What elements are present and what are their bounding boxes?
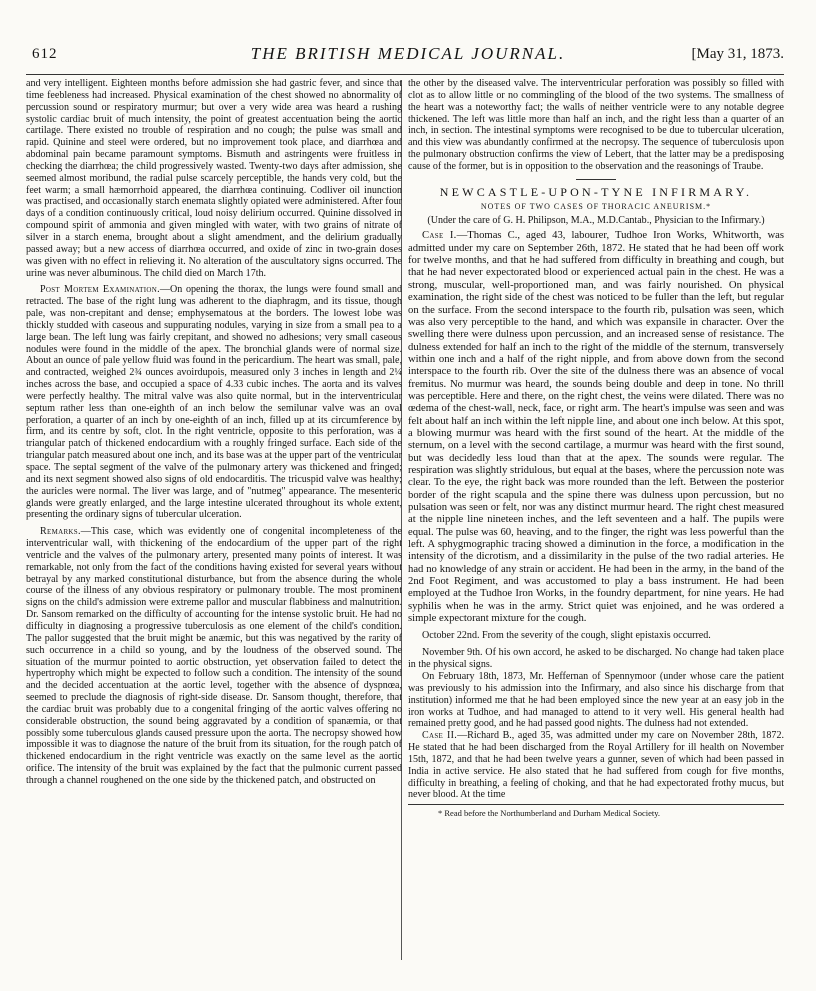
page-header	[32, 44, 784, 66]
page-number: 612	[32, 46, 58, 62]
right-column	[408, 78, 784, 818]
post-mortem-label: Post Mortem Examination.	[40, 284, 160, 296]
footnote-rule	[408, 804, 784, 805]
remarks-continuation: the other by the diseased valve. The interventricular perforation was possibly so filled with clot as to allow little or no commingling of the blood of the two systems. The smallness of the heart was a noteworthy fact; the walls of neither ventricle were to any notable degree thickened. The left was little more than half an inch, and the right less than a quarter of an inch, in section. The intestinal symptoms were recognised to be due to tubercular ulceration, and this view was abundantly confirmed at the necropsy. The sequence of tuberculosis upon the pulmonary obstruction confirms the view of Lebert, that the latter may be a predisposing cause of the former, but is in opposition to the observation and the reasonings of Traube.	[408, 78, 784, 172]
case-narrative-paragraph: and very intelligent. Eighteen months before admission she had gastric fever, and since that time feebleness had increased. Physical examination of the chest showed no abnormality of percussion sound or respiratory murmur; but over a very wide area was heard a rushing systolic cardiac bruit of much intensity, the point of greatest accentuation being the aortic cartilage. There existed no trouble of respiration and no cough; the pulse was small and rapid. Quinine and steel were ordered, but no improvement took place, and diarrhœa and abdominal pain became paramount symptoms. Bismuth and astringents were fruitless in checking the diarrhœa; the child progressively wasted. Twenty-two days after admission, she seemed almost moribund, the radial pulse scarcely perceptible, the hands very cold, but the feet warm; a small hæmorrhoid appeared, the diarrhœa continuing. Codliver oil inunction was practised, and occasionally starch enemata slightly opiated were administered. After four days of a condition continuously critical, loud noisy delirium occurred. Quinine dissolved in compound spirit of ammonia and given mingled with water, with two grains of nitrate of silver in a starch enema, brought about a slight amendment, and the delirium gradually passed away; but a new access of diarrhœa occurred, and oxide of zinc in two-grain doses was given with no effect in relieving it. No alteration of the auscultatory signs occurred. The urine was never albuminous. The child died on March 17th.	[26, 78, 402, 279]
footnote: * Read before the Northumberland and Durham Medical Society.	[438, 808, 661, 819]
case-two-label: Case II.	[422, 730, 458, 742]
section-subheading: NOTES OF TWO CASES OF THORACIC ANEURISM.*	[480, 201, 712, 211]
case-one-label: Case I.	[422, 230, 457, 242]
case-two-text: —Richard B., aged 35, was admitted under my care on November 28th, 1872. He stated that he had been discharged from the Royal Artillery for ill health on November 15th, 1872, and that he had been twelve years a gunner, seven of which had been passed in India in active service. He also stated that he had suffered from cough for five months, difficulty in breathing, a feeling of choking, and that he had expectorated frothy mucus, but never blood. At the time	[408, 730, 784, 801]
left-column	[26, 78, 402, 787]
november-entry: November 9th. Of his own accord, he asked to be discharged. No change had taken place in the physical signs.	[408, 647, 784, 671]
case-one-text: —Thomas C., aged 43, labourer, Tudhoe Iron Works, Whitworth, was admitted under my care on September 26th, 1872. He stated that he had been off work for twelve months, and that he had suffered from difficulty in breathing and cough, but that he had never expectorated blood or experienced actual pain in the chest. He was a strong, muscular, well-proportioned man, and was fairly nourished. On physical examination, the right side of the chest was noticed to be fuller than the left, but regular on the surface. From the second interspace to the fourth rib, pulsation was seen, which was also very perceptible to the hand, and which was expansile in character. Over the swelling there were dulness upon percussion, and an increased sense of resistance. The dulness extended for half an inch to the right of the middle of the sternum, transversely within one inch and a half of the right nipple, and from above down from the second interspace to the fourth rib. Over the site of the dulness there was an absence of vocal fremitus. No murmur was heard, the sounds being double and deep in tone. No thrill was perceptible. Here and there, on the right chest, the veins were dilated. There was no œdema of the chest-wall, neck, face, or right arm. The heart's impulse was seen and was felt about half an inch within the left nipple line, and about one inch below. At this spot, a blowing murmur was heard with the first sound of the heart. At the middle of the sternum, on a level with the second cartilage, a murmur was heard with the first sound, but was decidedly less loud than that at the apex. The sounds were regular. The respiration was slightly stridulous, but equal at the bases, where the percussion note was clear. To the eye, the right back was more rounded than the left. Between the posterior border of the right scapula and the spine there was dulness upon percussion, but no pulsation was seen or felt, nor was any distinct murmur heard. The right chest measured at the nipple line nineteen inches, and the left seventeen and a half. The pupils were equal. The pulse was 60, heaving, and to the finger, the right was less powerful than the left. A sphygmographic tracing showed a diminution in the force, a modification in the intensity of the dicrotism, and a dissimilarity in the pulse of the two radial arteries. He had no knowledge of any strain or accident. He had been in the army, in the band of the 2nd Foot Regiment, and was accustomed to play a bass instrument. He had been employed at the Tudhoe Iron Works, in the foundry department, for nine years. He had syphilis when he was in the army. Strict quiet was enjoined, and he was ordered a simple expectorant mixture for the cough.	[408, 230, 784, 625]
case-two-paragraph	[408, 730, 784, 801]
remarks-paragraph	[26, 526, 402, 787]
october-entry: October 22nd. From the severity of the cough, slight epistaxis occurred.	[422, 630, 711, 642]
section-heading: NEWCASTLE-UPON-TYNE INFIRMARY.	[439, 184, 753, 199]
post-mortem-text: —On opening the thorax, the lungs were found small and retracted. The base of the right lung was adherent to the diaphragm, and its tissue, though pale, was non-crepitant and dense; emphysematous at the borders. The lowest lobe was thickly studded with caseous and suppurating nodules, varying in size from a small pea to a large bean. The left lung was fairly crepitant, and showed no adhesions; very small caseous nodules were found in the middle of the apex. The bronchial glands were of normal size. About an ounce of pale yellow fluid was found in the pericardium. The heart was small, pale, and contracted, weighed 2¾ ounces avoirdupois, measured only 3 inches in length and 2¼ inches across the base, and occupied a space of 4.33 cubic inches. The aorta and its valves were perfectly healthy. The mitral valve was also quite normal, but in the interventricular septum rather less than one-eighth of an inch below the semilunar valve was an oval perforation, a quarter of an inch by one-eighth of an inch, filled up at its circumference by firm, and its centre by soft, clot. In the right ventricle, opposite to this perforation, was a triangular patch of thickened endocardium with a roughly fringed surface. Each side of the triangular patch measured about one inch, and its base was at the upper part of the ventricular space. The septal segment of the valve of the pulmonary artery was thickened and fringed; and its next segment showed also signs of old endocarditis. The tricuspid valve was healthy; the auricles were normal. The liver was large, and of "nutmeg" appearance. The mesenteric glands were greatly enlarged, and the large intestine ulcerated throughout its whole extent, presenting the ordinary signs of tubercular ulceration.	[26, 284, 403, 521]
post-mortem-paragraph	[26, 284, 402, 521]
journal-title: THE BRITISH MEDICAL JOURNAL.	[250, 44, 566, 63]
remarks-label: Remarks.	[40, 526, 81, 538]
remarks-text: —This case, which was evidently one of congenital incompleteness of the interventricular wall, with thickening of the endocardium of the upper part of the right ventricle and the valves of the pulmonary artery, presented many points of interest. It was remarkable, not only from the fact of the conditions having existed for several years without betrayal by any marked constitutional disturbance, but from the absence during the whole course of the illness of any obvious respiratory or pulmonary trouble. The most prominent signs on the child's admission were extreme pallor and muscular flabbiness and malnutrition. Dr. Sansom remarked on the difficulty of accounting for the intense systolic bruit. He had no difficulty in diagnosing a progressive tuberculosis as one element of the child's condition. The pallor suggested that the bruit might be anæmic, but this was negatived by the rarity of such occurrence in a child so young, and by the loudness of the observed sound. The situation of the murmur pointed to aortic obstruction, yet observation failed to detect the hypertrophy which might be expected to follow such a condition. The intensity of the sound and the decided accentuation at the aortic level, together with the absence of dyspnœa, seemed to preclude the diagnosis of right-side disease. Dr. Sansom thought, therefore, that the cardiac bruit was probably due to a congenital fringing of the aortic valves offering no considerable obstruction, the sound being aggravated by a condition of spanæmia, or that possibly some tuberculous glands caused pressure upon the aorta. The necropsy showed how impossible it was to diagnose the nature of the bruit from its situation, for the rough patch of thickened endocardium in the right ventricle was exactly on the same level as the aortic orifice. The intensity of the bruit was explained by the fact that the pulmonic current passed through a channel roughened on the one side by the thickened patch, and obstructed on	[26, 526, 402, 786]
section-attribution: (Under the care of G. H. Philipson, M.A., M.D.Cantab., Physician to the Infirmary.)	[427, 215, 765, 227]
section-divider	[576, 179, 616, 180]
issue-date: [May 31, 1873.	[691, 46, 784, 62]
header-rule	[26, 74, 784, 75]
case-one-paragraph	[408, 230, 784, 625]
february-entry: On February 18th, 1873, Mr. Heffernan of Spennymoor (under whose care the patient was previously to his admission into the Infirmary, and also since his discharge from that institution) informed me that he had been employed since the new year at an easy job in the iron works at Tudhoe, and had managed to attend to it very well. His general health had remained pretty good, and he had passed good nights. The dulness had not extended.	[408, 670, 784, 730]
